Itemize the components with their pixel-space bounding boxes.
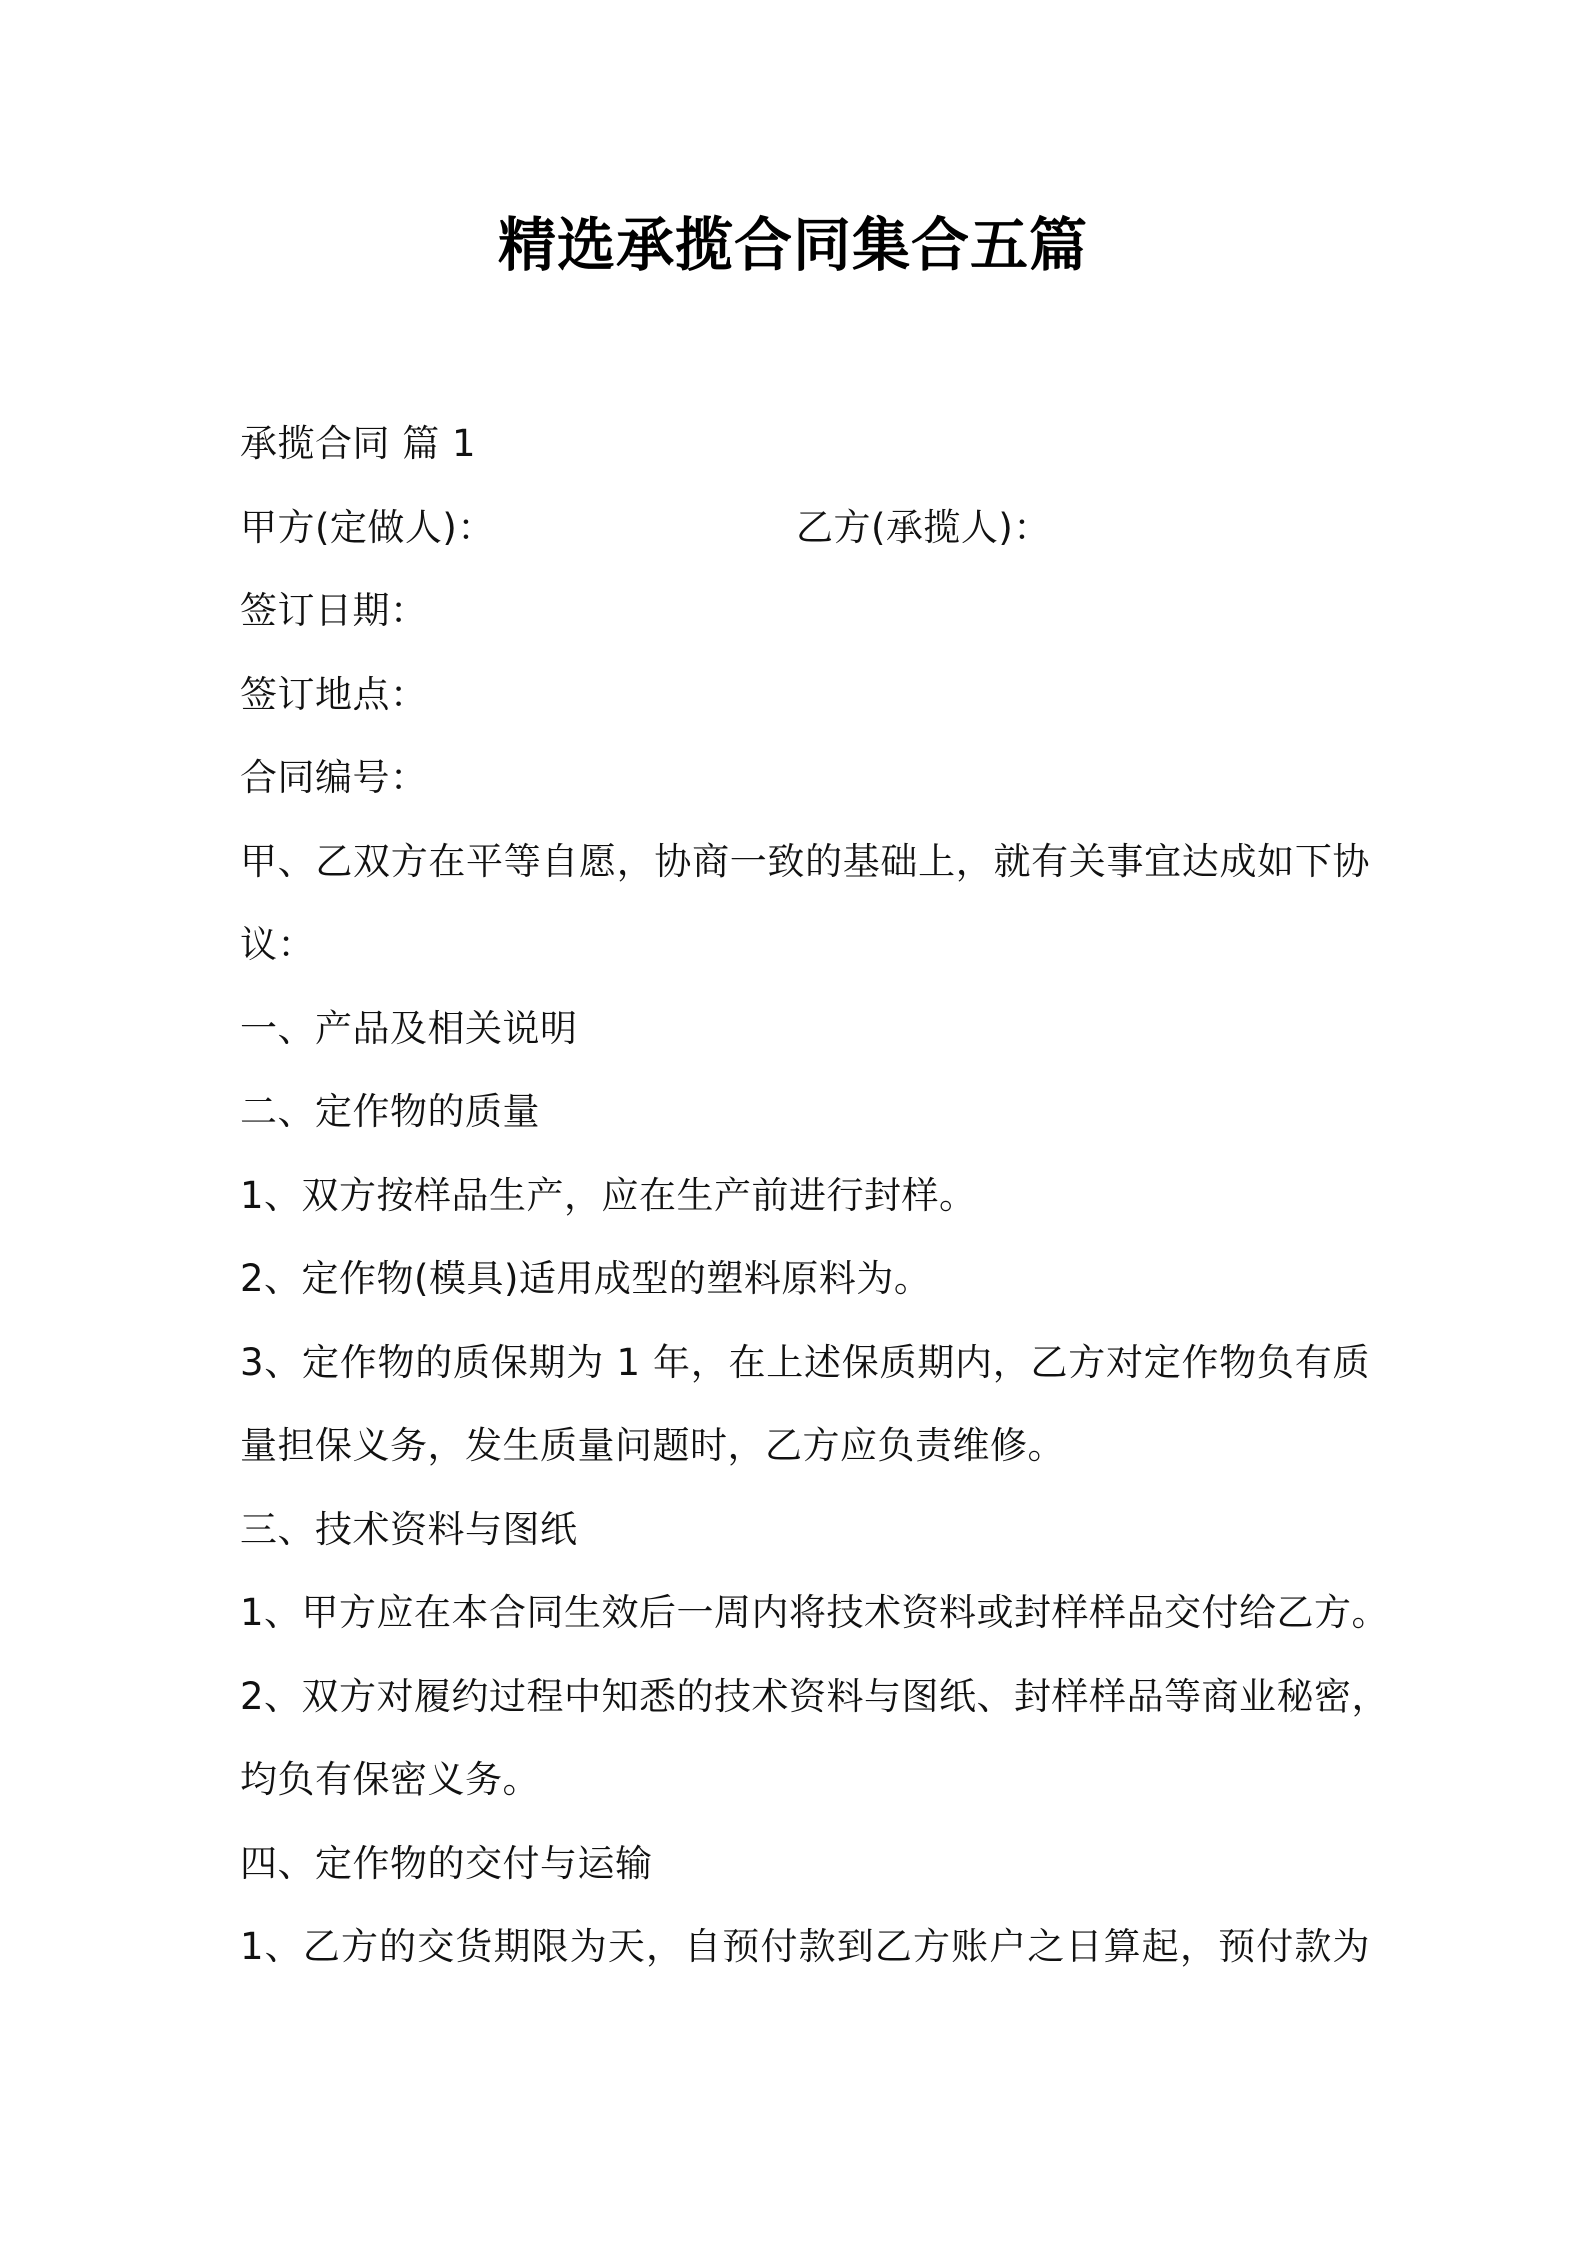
section-heading: 承揽合同 篇 1	[240, 422, 477, 465]
clause-1-heading: 一、产品及相关说明	[240, 1006, 578, 1050]
document-title: 精选承揽合同集合五篇	[497, 211, 1088, 279]
sign-date-label: 签订日期：	[240, 589, 428, 632]
preamble-line-2: 议：	[240, 923, 315, 966]
clause-2-heading: 二、定作物的质量	[240, 1090, 540, 1133]
sign-place-label: 签订地点：	[240, 672, 428, 716]
contract-number-label: 合同编号：	[240, 756, 428, 799]
document-body	[240, 402, 1390, 1989]
party-b-label: 乙方(承揽人)：	[796, 505, 1051, 549]
clause-3-item-2-line-1: 2、双方对履约过程中知悉的技术资料与图纸、封样样品等商业秘密，	[240, 1674, 1390, 1718]
clause-2-item-3-line-1: 3、定作物的质保期为 1 年，在上述保质期内，乙方对定作物负有质	[240, 1340, 1370, 1384]
clause-4-item-1: 1、乙方的交货期限为天，自预付款到乙方账户之日算起，预付款为	[240, 1925, 1370, 1968]
clause-2-item-1: 1、双方按样品生产，应在生产前进行封样。	[240, 1173, 977, 1217]
clause-3-item-1: 1、甲方应在本合同生效后一周内将技术资料或封样样品交付给乙方。	[240, 1591, 1390, 1634]
clause-2-item-3-line-2: 量担保义务，发生质量问题时，乙方应负责维修。	[240, 1424, 1065, 1467]
clause-3-heading: 三、技术资料与图纸	[240, 1507, 578, 1551]
parties-row	[240, 486, 1370, 570]
clause-4-heading: 四、定作物的交付与运输	[240, 1841, 653, 1885]
preamble-line-1: 甲、乙双方在平等自愿，协商一致的基础上，就有关事宜达成如下协	[240, 839, 1370, 883]
party-a-label: 甲方(定做人)：	[240, 505, 495, 549]
clause-3-item-2-line-2: 均负有保密义务。	[240, 1758, 540, 1801]
clause-2-item-2: 2、定作物(模具)适用成型的塑料原料为。	[240, 1257, 932, 1300]
